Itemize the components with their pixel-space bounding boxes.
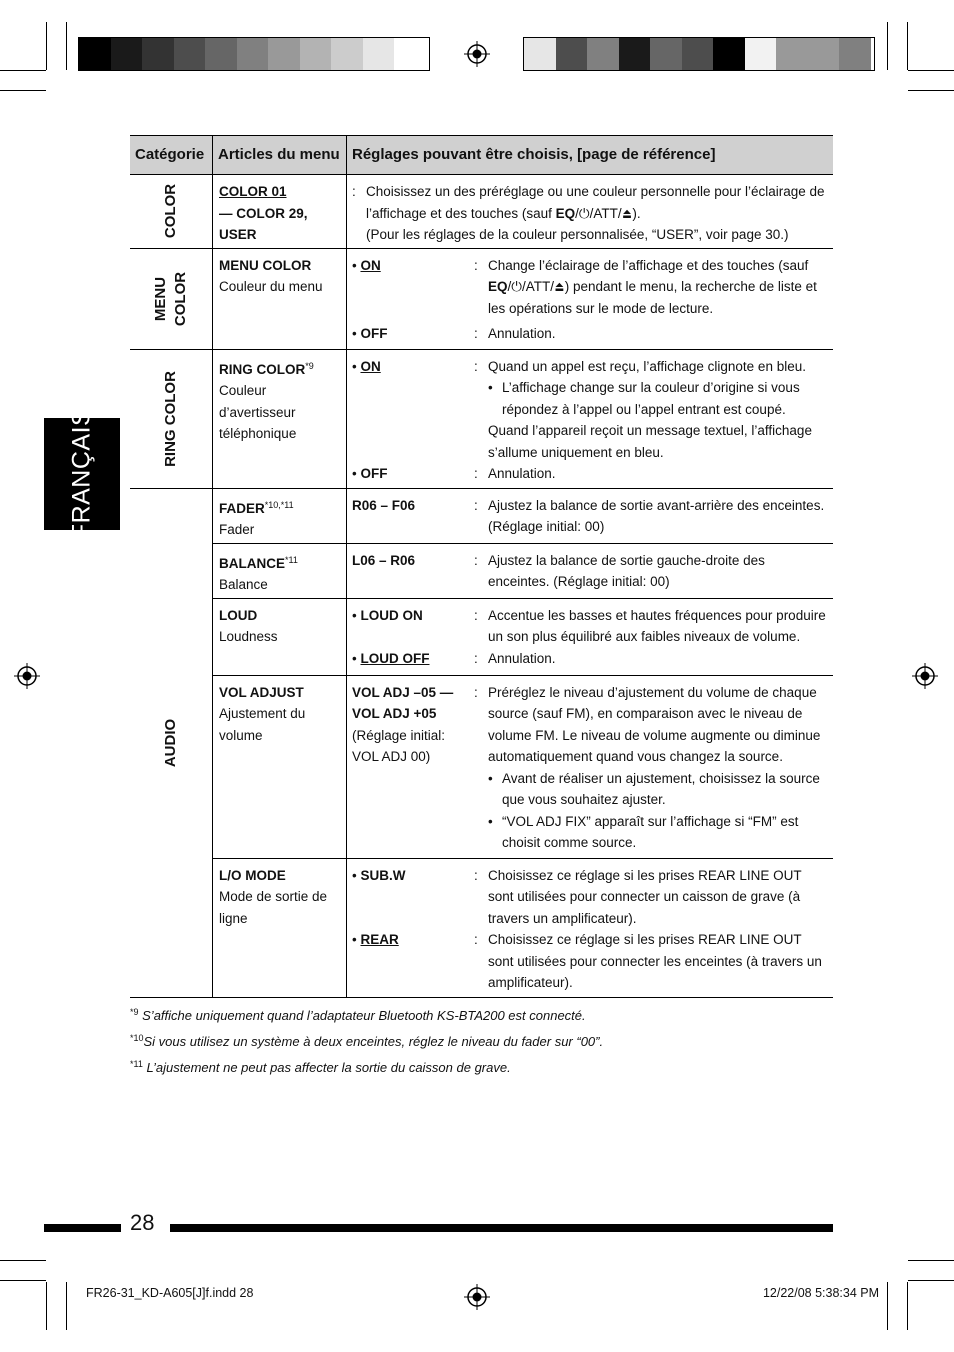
menu-item-title: FADER	[219, 500, 265, 516]
color-swatch	[745, 38, 777, 70]
setting-range: R06 – F06	[352, 497, 416, 513]
menu-item-subtitle: Couleur du menu	[219, 279, 323, 294]
color-swatch	[142, 38, 174, 70]
menu-item-title: RING COLOR	[219, 361, 306, 377]
option-off: OFF	[360, 326, 388, 341]
footer-filename: FR26-31_KD-A605[J]f.indd 28	[86, 1286, 254, 1300]
page-bar-left	[44, 1224, 121, 1232]
language-tab	[44, 408, 120, 540]
desc-text: Choisissez un des préréglage ou une couleur personnelle pour l’éclairage de l’affichage et des touches (sauf	[366, 184, 825, 221]
registration-mark-icon	[464, 1284, 490, 1310]
color-swatch	[524, 38, 556, 70]
table-row-vol-adjust	[130, 675, 833, 858]
menu-item-subtitle: Balance	[219, 577, 268, 592]
footnote-ref: *10,*11	[264, 499, 294, 510]
table-header-row	[130, 136, 833, 175]
registration-mark-icon	[912, 663, 938, 689]
crop-mark	[908, 1280, 954, 1281]
setting-description: Préréglez le niveau d’ajustement du volume de chaque source (sauf FM), en comparaison avec le niveau de volume FM. Le niveau de volume augmente ou diminue automatiquement quand vous changez la source. • Avant de réaliser un ajustement, choisissez la source que vous souhaitez ajuster. • “VOL ADJ FIX” apparaît sur l’affichage si “FM” est choisit comme source.	[488, 684, 821, 850]
setting-cell: • ON : Change l’éclairage de l’affichage et des touches (sauf EQ/⏻/ATT/⏏) pendant le menu, la recherche de liste et les opérations sur le mode de lecture. • OFF : Annulation.	[347, 248, 834, 349]
menu-item-title: BALANCE	[219, 555, 285, 571]
menu-item-subtitle: Ajustement du volume	[219, 706, 306, 743]
color-swatch	[237, 38, 269, 70]
option-description: Choisissez ce réglage si les prises REAR LINE OUT sont utilisées pour connecter un caisson de grave (à travers un amplificateur).	[488, 867, 802, 926]
setting-description: Ajustez la balance de sortie gauche-droite des enceintes. (Réglage initial: 00)	[488, 552, 765, 589]
footnote-ref: *9	[305, 360, 314, 371]
color-swatch	[111, 38, 143, 70]
color-swatch	[650, 38, 682, 70]
category-label-menu-color: MENU COLOR	[152, 271, 189, 326]
color-swatch	[713, 38, 745, 70]
menu-item-title: COLOR 01	[219, 184, 287, 199]
page-bar-right	[170, 1224, 833, 1232]
menu-item-subtitle: Mode de sortie de ligne	[219, 889, 328, 926]
option-description: Choisissez ce réglage si les prises REAR LINE OUT sont utilisées pour connecter les enceintes (à travers un amplificateur).	[488, 932, 822, 990]
desc-note: (Pour les réglages de la couleur personnalisée, “USER”, voir page 30.)	[366, 227, 789, 242]
crop-mark	[0, 70, 46, 71]
menu-item-subtitle: Fader	[219, 522, 255, 537]
table-row-lo-mode	[130, 858, 833, 997]
crop-mark	[907, 22, 908, 70]
color-swatch	[619, 38, 651, 70]
menu-settings-table	[130, 135, 833, 998]
table-row-ring-color	[130, 349, 833, 488]
crop-mark	[66, 1282, 67, 1330]
category-cell	[130, 248, 213, 349]
crop-mark	[0, 1280, 46, 1281]
crop-mark	[908, 70, 954, 71]
language-tab-label: FRANÇAIS	[67, 408, 96, 540]
menu-item-cell	[213, 858, 347, 997]
option-off: OFF	[360, 466, 388, 481]
color-swatch	[808, 38, 840, 70]
footer-date: 12/22/08 5:38:34 PM	[762, 1286, 879, 1300]
menu-item-cell	[213, 598, 347, 675]
table-row-balance	[130, 543, 833, 598]
menu-item-subtitle: Couleur d’avertisseur téléphonique	[219, 383, 297, 441]
option-loud-on: LOUD ON	[360, 607, 423, 623]
setting-cell	[347, 175, 834, 249]
color-swatch	[556, 38, 588, 70]
footnotes	[130, 1001, 603, 1079]
colon: :	[352, 184, 356, 199]
setting-cell: R06 – F06 : Ajustez la balance de sortie avant-arrière des enceintes. (Réglage initial: 00)	[347, 488, 834, 543]
eq-key: EQ	[555, 205, 576, 221]
setting-cell: • ON : Quand un appel est reçu, l’affichage clignote en bleu. • L’affichage change sur la couleur d’origine si vous répondez à l’appel ou l’appel entrant est coupé. Quand l’appareil reçoit un message textuel, l’affichage s’allume uniquement en bleu. • OFF : Annulation.	[347, 349, 834, 488]
color-swatch	[205, 38, 237, 70]
category-cell	[130, 175, 213, 249]
table-row-color	[130, 175, 833, 249]
menu-item-subtitle: Loudness	[219, 629, 278, 644]
table-row-menu-color	[130, 248, 833, 349]
menu-item-title: VOL ADJUST	[219, 684, 304, 700]
setting-cell: VOL ADJ –05 — VOL ADJ +05 (Réglage initial: VOL ADJ 00) : Préréglez le niveau d’ajustement du volume de chaque source (sauf FM), en comparaison avec le niveau de volume FM. Le niveau de volume augmente ou diminue automatiquement quand vous changez la source. • Avant de réaliser un ajustement, choisissez la source que vous souhaitez ajuster. • “VOL ADJ FIX” apparaît sur l’affichage si “FM” est choisit comme source.	[347, 675, 834, 858]
color-swatch	[839, 38, 871, 70]
crop-mark	[46, 22, 47, 70]
footnote: $^{*9}$ S’affiche uniquement quand l’adaptateur Bluetooth KS-BTA200 est connecté.	[130, 1007, 586, 1023]
category-cell	[130, 349, 213, 488]
option-subw: SUB.W	[360, 867, 406, 883]
option-rear: REAR	[360, 932, 399, 947]
option-description: Accentue les basses et hautes fréquences pour produire un son plus équilibré aux faibles niveaux de volume.	[488, 607, 826, 644]
crop-mark	[0, 1260, 46, 1261]
color-swatch	[331, 38, 363, 70]
menu-item-cell	[213, 543, 347, 598]
key-symbols: /⏻/ATT/⏏	[575, 205, 633, 221]
setting-cell: • SUB.W : Choisissez ce réglage si les prises REAR LINE OUT sont utilisées pour connecter un caisson de grave (à travers un amplificateur). • REAR : Choisissez ce réglage si les prises REAR LINE OUT sont utilisées pour connecter les enceintes (à travers un amplificateur).	[347, 858, 834, 997]
color-swatch	[587, 38, 619, 70]
header-menu-items: Articles du menu	[213, 136, 347, 175]
color-swatch	[268, 38, 300, 70]
option-description: Annulation.	[488, 466, 556, 481]
menu-item-cell	[213, 349, 347, 488]
option-description: Change l’éclairage de l’affichage et des touches (sauf EQ/⏻/ATT/⏏) pendant le menu, la recherche de liste et les opérations sur le mode de lecture.	[488, 257, 817, 316]
crop-mark	[908, 1260, 954, 1261]
menu-item-cell	[213, 488, 347, 543]
crop-mark	[907, 1282, 908, 1330]
crop-mark	[46, 1282, 47, 1330]
color-swatch	[174, 38, 206, 70]
crop-mark	[66, 22, 67, 70]
menu-item-title: L/O MODE	[219, 867, 286, 883]
setting-description: Ajustez la balance de sortie avant-arrière des enceintes. (Réglage initial: 00)	[488, 497, 825, 534]
category-label-color: COLOR	[162, 184, 179, 239]
registration-mark-icon	[14, 663, 40, 689]
color-swatch	[682, 38, 714, 70]
crop-mark	[0, 90, 46, 91]
category-label-audio: AUDIO	[162, 718, 179, 767]
menu-item-cell	[213, 248, 347, 349]
crop-mark	[887, 1282, 888, 1330]
category-cell	[130, 488, 213, 997]
option-description: Annulation.	[488, 650, 556, 666]
footnote-ref: *11	[285, 554, 298, 565]
option-on: ON	[360, 358, 381, 374]
footnote: $^{*10}$Si vous utilisez un système à deux enceintes, réglez le niveau du fader sur “00”.	[130, 1033, 604, 1049]
table-row-fader	[130, 488, 833, 543]
option-on: ON	[360, 257, 381, 273]
option-loud-off: LOUD OFF	[360, 650, 430, 666]
setting-cell: • LOUD ON : Accentue les basses et hautes fréquences pour produire un son plus équilibré aux faibles niveaux de volume. • LOUD OFF : Annulation.	[347, 598, 834, 675]
footnote: $^{*11}$ L’ajustement ne peut pas affecter la sortie du caisson de grave.	[130, 1059, 511, 1075]
menu-item-range: — COLOR 29, USER	[219, 205, 308, 242]
color-swatch	[79, 38, 111, 70]
option-description: Annulation.	[488, 326, 556, 341]
color-swatch	[394, 38, 426, 70]
crop-mark	[887, 22, 888, 70]
setting-range: L06 – R06	[352, 552, 416, 568]
crop-mark	[908, 90, 954, 91]
category-label-ring-color: RING COLOR	[162, 370, 179, 467]
header-category: Catégorie	[130, 136, 213, 175]
menu-item-title: LOUD	[219, 607, 258, 623]
color-swatch	[363, 38, 395, 70]
table-row-loud	[130, 598, 833, 675]
menu-item-title: MENU COLOR	[219, 257, 312, 273]
setting-cell: L06 – R06 : Ajustez la balance de sortie gauche-droite des enceintes. (Réglage initial: 00)	[347, 543, 834, 598]
desc-text: ).	[632, 205, 641, 221]
color-swatch	[300, 38, 332, 70]
menu-item-cell	[213, 175, 347, 249]
registration-mark-icon	[464, 41, 490, 67]
page-number: 28	[130, 1210, 155, 1235]
header-settings: Réglages pouvant être choisis, [page de référence]	[347, 136, 834, 175]
color-swatch	[776, 38, 808, 70]
setting-description	[366, 181, 828, 246]
setting-range: VOL ADJ –05 — VOL ADJ +05 (Réglage initial: VOL ADJ 00)	[352, 684, 454, 764]
option-description: Quand un appel est reçu, l’affichage clignote en bleu. • L’affichage change sur la couleur d’origine si vous répondez à l’appel ou l’appel entrant est coupé. Quand l’appareil reçoit un message textuel, l’affichage s’allume uniquement en bleu.	[488, 358, 812, 460]
menu-item-cell	[213, 675, 347, 858]
